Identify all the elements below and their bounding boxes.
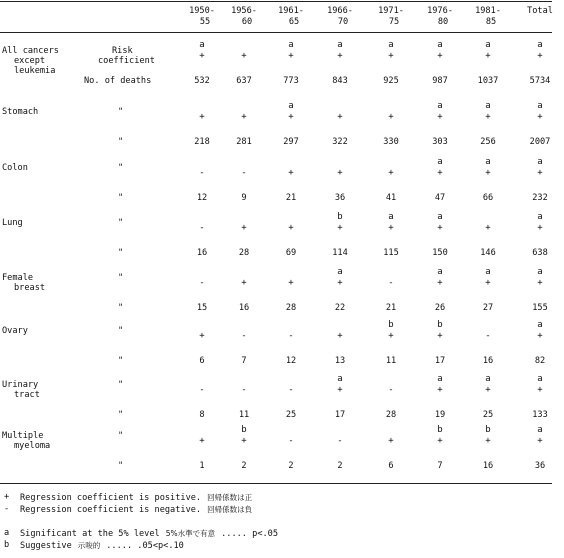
footnote-line — [20, 504, 252, 516]
significance-mark: a — [437, 101, 443, 111]
death-count: 2 — [288, 461, 294, 471]
significance-mark: a — [437, 374, 443, 384]
death-count: 16 — [196, 248, 208, 258]
coefficient-sign: - — [241, 168, 247, 178]
death-count: 7 — [437, 461, 443, 471]
coefficient-sign: + — [241, 112, 247, 122]
coefficient-sign: - — [241, 385, 247, 395]
significance-mark: a — [199, 40, 205, 50]
coefficient-sign: + — [388, 51, 394, 61]
coefficient-sign: - — [485, 331, 491, 341]
coefficient-sign: + — [485, 51, 491, 61]
coefficient-sign: + — [437, 51, 443, 61]
site-name: Female — [2, 273, 34, 283]
row-label: " — [118, 356, 124, 366]
footnote-japanese: 5%水準で有意 — [165, 529, 216, 538]
death-count: 12 — [285, 356, 297, 366]
period-start-label: 1966- — [327, 6, 353, 16]
period-start-label: 1950- — [189, 6, 215, 16]
significance-mark: a — [388, 40, 394, 50]
footnote-line — [20, 492, 252, 504]
site-name: Colon — [2, 163, 28, 173]
death-count: 8 — [199, 410, 205, 420]
coefficient-sign: + — [437, 223, 443, 233]
footnote-mark: - — [4, 504, 10, 514]
period-end-label: 85 — [485, 17, 497, 27]
coefficient-sign: + — [388, 331, 394, 341]
coefficient-sign: + — [337, 51, 343, 61]
row-label: " — [118, 193, 124, 203]
coefficient-sign: + — [241, 436, 247, 446]
coefficient-sign: - — [199, 278, 205, 288]
significance-mark: b — [241, 425, 247, 435]
row-label: " — [118, 431, 124, 441]
death-count: 115 — [383, 248, 399, 258]
site-name: Ovary — [2, 326, 28, 336]
period-end-label: 60 — [241, 17, 253, 27]
period-start-label: 1981- — [475, 6, 501, 16]
death-count: 17 — [334, 410, 346, 420]
period-start-label: 1961- — [278, 6, 304, 16]
coefficient-sign: + — [288, 223, 294, 233]
significance-mark: a — [537, 425, 543, 435]
site-name: breast — [14, 283, 46, 293]
coefficient-sign: + — [199, 112, 205, 122]
coefficient-sign: - — [288, 385, 294, 395]
death-count: 41 — [385, 193, 397, 203]
header-rule — [0, 32, 552, 33]
row-label: " — [118, 163, 124, 173]
coefficient-sign: + — [537, 436, 543, 446]
coefficient-sign: + — [485, 436, 491, 446]
death-count: 2 — [337, 461, 343, 471]
significance-mark: a — [537, 157, 543, 167]
death-count: 218 — [194, 137, 210, 147]
site-name: myeloma — [14, 441, 51, 451]
footnote-text: Regression coefficient is negative. — [20, 505, 202, 515]
death-count: 25 — [482, 410, 494, 420]
significance-mark: a — [437, 212, 443, 222]
coefficient-sign: + — [288, 51, 294, 61]
coefficient-sign: + — [288, 168, 294, 178]
death-count: 150 — [432, 248, 448, 258]
significance-mark: a — [485, 40, 491, 50]
death-count: 12 — [196, 193, 208, 203]
coefficient-sign: + — [485, 112, 491, 122]
site-name: except — [14, 56, 46, 66]
row-label: coefficient — [98, 56, 155, 66]
significance-mark: a — [485, 374, 491, 384]
death-count: 21 — [285, 193, 297, 203]
death-count: 773 — [283, 76, 299, 86]
coefficient-sign: + — [485, 223, 491, 233]
significance-mark: a — [337, 40, 343, 50]
coefficient-sign: - — [388, 385, 394, 395]
death-count: 13 — [334, 356, 346, 366]
row-label: " — [118, 326, 124, 336]
coefficient-sign: + — [288, 112, 294, 122]
coefficient-sign: - — [388, 278, 394, 288]
coefficient-sign: + — [537, 112, 543, 122]
row-label: " — [118, 461, 124, 471]
coefficient-sign: + — [485, 278, 491, 288]
coefficient-sign: + — [437, 385, 443, 395]
death-count: 16 — [482, 356, 494, 366]
significance-mark: b — [437, 320, 443, 330]
death-count: 6 — [199, 356, 205, 366]
death-count: 17 — [434, 356, 446, 366]
coefficient-sign: + — [241, 223, 247, 233]
significance-mark: a — [337, 374, 343, 384]
significance-mark: a — [537, 320, 543, 330]
significance-mark: a — [537, 374, 543, 384]
site-name: Lung — [2, 218, 23, 228]
footnote-japanese: 回帰係数は負 — [207, 505, 253, 514]
death-count: 21 — [385, 303, 397, 313]
footnote-mark: a — [4, 528, 10, 538]
death-count: 1 — [199, 461, 205, 471]
death-count: 16 — [238, 303, 250, 313]
coefficient-sign: + — [537, 51, 543, 61]
row-label: " — [118, 380, 124, 390]
coefficient-sign: - — [337, 436, 343, 446]
footnote-text: Regression coefficient is positive. — [20, 493, 202, 503]
coefficient-sign: + — [437, 168, 443, 178]
death-count: 82 — [534, 356, 546, 366]
death-count: 26 — [434, 303, 446, 313]
period-end-label: 65 — [288, 17, 300, 27]
death-count: 36 — [334, 193, 346, 203]
death-count: 114 — [332, 248, 348, 258]
death-count: 69 — [285, 248, 297, 258]
footnote-pvalue: ..... p<.05 — [221, 529, 279, 539]
coefficient-sign: + — [337, 223, 343, 233]
significance-mark: a — [437, 157, 443, 167]
coefficient-sign: + — [485, 385, 491, 395]
coefficient-sign: + — [437, 278, 443, 288]
coefficient-sign: + — [388, 168, 394, 178]
death-count: 15 — [196, 303, 208, 313]
death-count: 11 — [238, 410, 250, 420]
period-start-label: Total — [527, 6, 553, 16]
death-count: 19 — [434, 410, 446, 420]
footnote-text: Significant at the 5% level — [20, 529, 160, 539]
significance-mark: a — [537, 101, 543, 111]
footnote-japanese: 示唆的 — [77, 541, 101, 550]
site-name: Urinary — [2, 380, 39, 390]
coefficient-sign: + — [388, 223, 394, 233]
death-count: 281 — [236, 137, 252, 147]
death-count: 1037 — [477, 76, 499, 86]
coefficient-sign: + — [199, 331, 205, 341]
coefficient-sign: + — [437, 112, 443, 122]
coefficient-sign: + — [337, 168, 343, 178]
coefficient-sign: + — [437, 436, 443, 446]
coefficient-sign: - — [199, 223, 205, 233]
death-count: 28 — [385, 410, 397, 420]
coefficient-sign: + — [485, 168, 491, 178]
row-label: " — [118, 218, 124, 228]
death-count: 16 — [482, 461, 494, 471]
coefficient-sign: + — [537, 223, 543, 233]
coefficient-sign: + — [241, 278, 247, 288]
period-start-label: 1971- — [378, 6, 404, 16]
significance-mark: a — [288, 40, 294, 50]
coefficient-sign: - — [199, 168, 205, 178]
footnote-text: Suggestive — [20, 541, 72, 551]
death-count: 322 — [332, 137, 348, 147]
coefficient-sign: + — [199, 51, 205, 61]
death-count: 25 — [285, 410, 297, 420]
significance-mark: b — [485, 425, 491, 435]
row-label: " — [118, 107, 124, 117]
death-count: 925 — [383, 76, 399, 86]
coefficient-sign: + — [337, 385, 343, 395]
bottom-rule — [0, 483, 552, 484]
death-count: 6 — [388, 461, 394, 471]
significance-mark: a — [485, 157, 491, 167]
death-count: 66 — [482, 193, 494, 203]
coefficient-sign: - — [241, 331, 247, 341]
period-end-label: 75 — [388, 17, 400, 27]
death-count: 232 — [532, 193, 548, 203]
period-end-label: 55 — [199, 17, 211, 27]
death-count: 7 — [241, 356, 247, 366]
site-name: leukemia — [14, 66, 56, 76]
top-rule — [0, 1, 552, 2]
row-label: " — [118, 273, 124, 283]
significance-mark: a — [288, 101, 294, 111]
death-count: 638 — [532, 248, 548, 258]
death-count: 36 — [534, 461, 546, 471]
site-name: tract — [14, 390, 40, 400]
significance-mark: b — [337, 212, 343, 222]
period-end-label: 80 — [437, 17, 449, 27]
significance-mark: a — [537, 267, 543, 277]
death-count: 987 — [432, 76, 448, 86]
coefficient-sign: + — [337, 112, 343, 122]
row-label: Risk — [112, 46, 133, 56]
death-count: 11 — [385, 356, 397, 366]
coefficient-sign: + — [288, 278, 294, 288]
significance-mark: b — [388, 320, 394, 330]
period-start-label: 1956- — [231, 6, 257, 16]
site-name: Stomach — [2, 107, 39, 117]
death-count: 843 — [332, 76, 348, 86]
death-count: 297 — [283, 137, 299, 147]
coefficient-sign: + — [537, 278, 543, 288]
significance-mark: a — [437, 40, 443, 50]
coefficient-sign: + — [337, 331, 343, 341]
row-label: " — [118, 137, 124, 147]
period-start-label: 1976- — [427, 6, 453, 16]
death-count: 330 — [383, 137, 399, 147]
coefficient-sign: + — [537, 385, 543, 395]
coefficient-sign: - — [199, 385, 205, 395]
death-count: 133 — [532, 410, 548, 420]
death-count: 637 — [236, 76, 252, 86]
death-count: 9 — [241, 193, 247, 203]
death-count: 303 — [432, 137, 448, 147]
death-count: 28 — [285, 303, 297, 313]
coefficient-sign: + — [241, 51, 247, 61]
site-name: Multiple — [2, 431, 44, 441]
period-end-label: 70 — [337, 17, 349, 27]
significance-mark: a — [537, 40, 543, 50]
significance-mark: a — [537, 212, 543, 222]
row-label: No. of deaths — [84, 76, 152, 86]
death-count: 27 — [482, 303, 494, 313]
death-count: 28 — [238, 248, 250, 258]
coefficient-sign: + — [537, 168, 543, 178]
death-count: 2007 — [529, 137, 551, 147]
coefficient-sign: + — [437, 331, 443, 341]
coefficient-sign: - — [288, 436, 294, 446]
significance-mark: a — [485, 101, 491, 111]
significance-mark: a — [437, 267, 443, 277]
coefficient-sign: + — [388, 112, 394, 122]
footnote-pvalue: ..... .05<p<.10 — [106, 541, 184, 551]
row-label: " — [118, 303, 124, 313]
significance-mark: a — [485, 267, 491, 277]
death-count: 47 — [434, 193, 446, 203]
site-name: All cancers — [2, 46, 59, 56]
death-count: 155 — [532, 303, 548, 313]
footnote-line — [20, 528, 278, 540]
coefficient-sign: + — [537, 331, 543, 341]
row-label: " — [118, 410, 124, 420]
death-count: 146 — [480, 248, 496, 258]
significance-mark: a — [337, 267, 343, 277]
death-count: 532 — [194, 76, 210, 86]
footnote-japanese: 回帰係数は正 — [207, 493, 253, 502]
footnote-line — [20, 540, 184, 552]
death-count: 5734 — [529, 76, 551, 86]
significance-mark: b — [437, 425, 443, 435]
significance-mark: a — [388, 212, 394, 222]
death-count: 22 — [334, 303, 346, 313]
coefficient-sign: - — [288, 331, 294, 341]
coefficient-sign: + — [388, 436, 394, 446]
coefficient-sign: + — [199, 436, 205, 446]
row-label: " — [118, 248, 124, 258]
coefficient-sign: + — [337, 278, 343, 288]
death-count: 256 — [480, 137, 496, 147]
death-count: 2 — [241, 461, 247, 471]
footnote-mark: + — [4, 492, 10, 502]
footnote-mark: b — [4, 540, 10, 550]
